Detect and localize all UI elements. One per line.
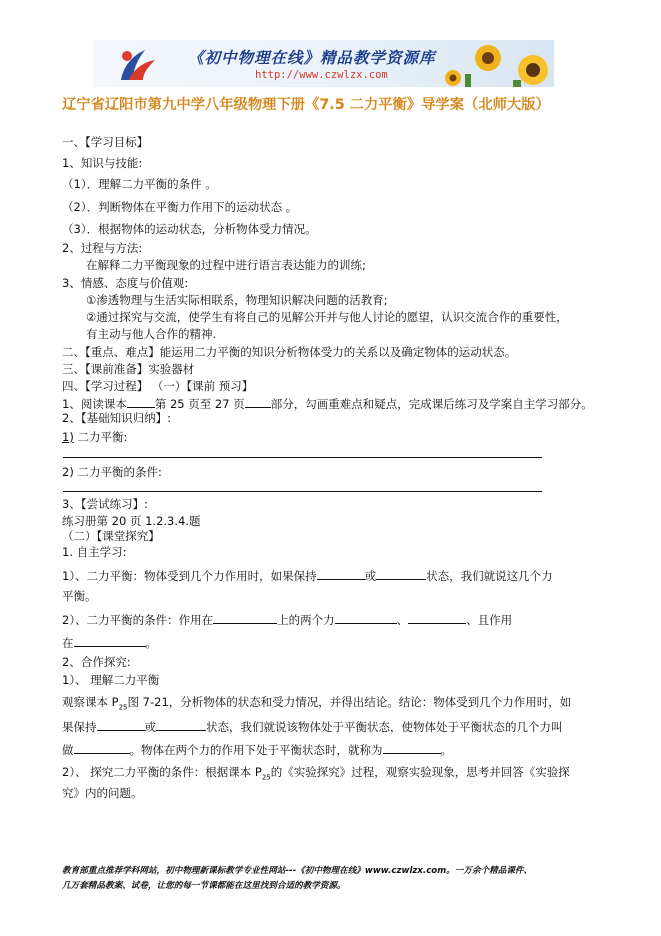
explore-conditions-cont: 究》内的问题。 [62, 786, 143, 800]
blank-field[interactable] [74, 741, 130, 754]
fill-text: 在 [62, 636, 74, 650]
fill-text: 。 [440, 743, 452, 757]
fill-text: 状态，我们就说这几个力 [426, 569, 553, 583]
process-method-text: 在解释二力平衡现象的过程中进行语言表达能力的训练; [86, 258, 366, 272]
reading-task [62, 395, 593, 412]
attitude-item-2: ②通过探究与交流，使学生有将自己的见解公开并与他人讨论的愿望，认识交流合作的重要性， [86, 310, 568, 324]
self-study-heading: 1. 自主学习: [62, 545, 127, 559]
blank-field[interactable] [317, 567, 365, 580]
self-study-item-2 [62, 611, 512, 628]
fill-text: 观察课本 P [62, 695, 119, 709]
fill-text: 做 [62, 743, 74, 757]
blank-field[interactable] [127, 395, 155, 408]
site-banner [93, 40, 554, 87]
page-subscript: 25 [118, 703, 128, 712]
blank-field[interactable] [74, 634, 146, 647]
fill-text: 、且作用 [466, 613, 513, 627]
observe-text-end [62, 741, 452, 758]
fill-text: 图 7-21，分析物体的状态和受力情况，并得出结论。结论：物体受到几个力作用时，如 [127, 695, 572, 709]
fill-text: 果保持 [62, 720, 97, 734]
self-study-item-1 [62, 567, 553, 584]
process-method-heading: 2、过程与方法: [62, 241, 143, 255]
attitude-item-1: ①渗透物理与生活实际相联系，物理知识解决问题的活教育; [86, 293, 388, 307]
blank-field[interactable] [156, 718, 206, 731]
section-key-points: 二、【重点、难点】能运用二力平衡的知识分析物体受力的关系以及确定物体的运动状态。 [62, 345, 517, 359]
fill-text: 或 [364, 569, 377, 583]
fill-text: 、 [396, 613, 409, 627]
fill-text: 或 [144, 720, 156, 734]
practice-heading: 3、【尝试练习】: [62, 497, 148, 511]
blank-field[interactable] [335, 611, 397, 624]
blank-field[interactable] [408, 611, 466, 624]
basic-knowledge-heading: 2、【基础知识归纳】: [62, 411, 171, 425]
blank-field[interactable] [245, 395, 271, 408]
explore-conditions [62, 765, 570, 785]
section-learning-goals: 一、【学习目标】 [62, 135, 149, 149]
fill-text: 的《实验探究》过程，观察实验现象，思考并回答《实验探 [270, 765, 570, 779]
goal-item-2: （2）．判断物体在平衡力作用下的运动状态 。 [62, 200, 298, 214]
reading-task-prefix: 1、阅读课本 [62, 397, 127, 411]
blank-field[interactable] [376, 567, 426, 580]
fill-text: 2）、二力平衡的条件：作用在 [62, 613, 214, 627]
blank-field[interactable] [383, 741, 441, 754]
understand-balance-heading: 1）、 理解二力平衡 [62, 673, 160, 687]
goal-item-1: （1）．理解二力平衡的条件 。 [62, 177, 217, 191]
attitude-heading: 3、情感、态度与价值观: [62, 276, 189, 290]
cooperative-inquiry-heading: 2、合作探究: [62, 655, 131, 669]
blank-field[interactable] [213, 611, 277, 624]
answer-line[interactable] [63, 491, 542, 492]
banner-title: 《初中物理在线》精品教学资源库 [188, 48, 436, 67]
answer-line[interactable] [63, 457, 542, 458]
goal-item-3: （3）．根据物体的运动状态，分析物体受力情况。 [62, 222, 317, 236]
question-text: 二力平衡: [73, 430, 128, 444]
fill-text: 上的两个力 [277, 613, 335, 627]
knowledge-skills-heading: 1、知识与技能: [62, 156, 143, 170]
sunflower-icon [445, 45, 548, 87]
fill-text: 。 [145, 636, 157, 650]
question-balance [62, 430, 127, 445]
footer-line-1: 教育部重点推荐学科网站，初中物理新课标教学专业性网站---《初中物理在线》www.czwlzx.com。一万余个精品课件、 [62, 866, 533, 876]
fill-text: 2）、 探究二力平衡的条件：根据课本 P [62, 765, 262, 779]
practice-text: 练习册第 20 页 1.2.3.4.题 [62, 514, 201, 528]
attitude-item-2-cont: 有主动与他人合作的精神. [86, 327, 217, 341]
reading-task-pages: 第 25 页至 27 页 [154, 397, 245, 411]
question-balance-conditions: 2) 二力平衡的条件: [62, 465, 162, 479]
observe-text-cont [62, 718, 563, 735]
question-number: 1) [62, 430, 74, 444]
reading-task-suffix: 部分，勾画重难点和疑点，完成课后练习及学案自主学习部分。 [270, 397, 593, 411]
self-study-item-1-cont: 平衡。 [62, 589, 97, 603]
observe-text [62, 695, 571, 715]
footer-line-2: 几万套精品教案、试卷，让您的每一节课都能在这里找到合适的教学资源。 [62, 881, 346, 891]
self-study-item-2-cont [62, 634, 157, 651]
fill-text: 状态，我们就说该物体处于平衡状态，使物体处于平衡状态的几个力叫 [206, 720, 563, 734]
site-logo-icon [121, 50, 155, 80]
fill-text: 1）、二力平衡：物体受到几个力作用时，如果保持 [62, 569, 317, 583]
classroom-inquiry-heading: （二）【课堂探究】 [62, 529, 160, 543]
blank-field[interactable] [97, 718, 145, 731]
section-learning-process: 四、【学习过程】 （一）【课前 预习】 [62, 379, 254, 393]
banner-url[interactable]: http://www.czwlzx.com [255, 69, 388, 81]
fill-text: 。物体在两个力的作用下处于平衡状态时，就称为 [129, 743, 383, 757]
section-preparation: 三、【课前准备】实验器材 [62, 362, 195, 376]
document-title: 辽宁省辽阳市第九中学八年级物理下册《7.5 二力平衡》导学案（北师大版） [62, 97, 550, 113]
page-subscript: 25 [261, 773, 271, 782]
